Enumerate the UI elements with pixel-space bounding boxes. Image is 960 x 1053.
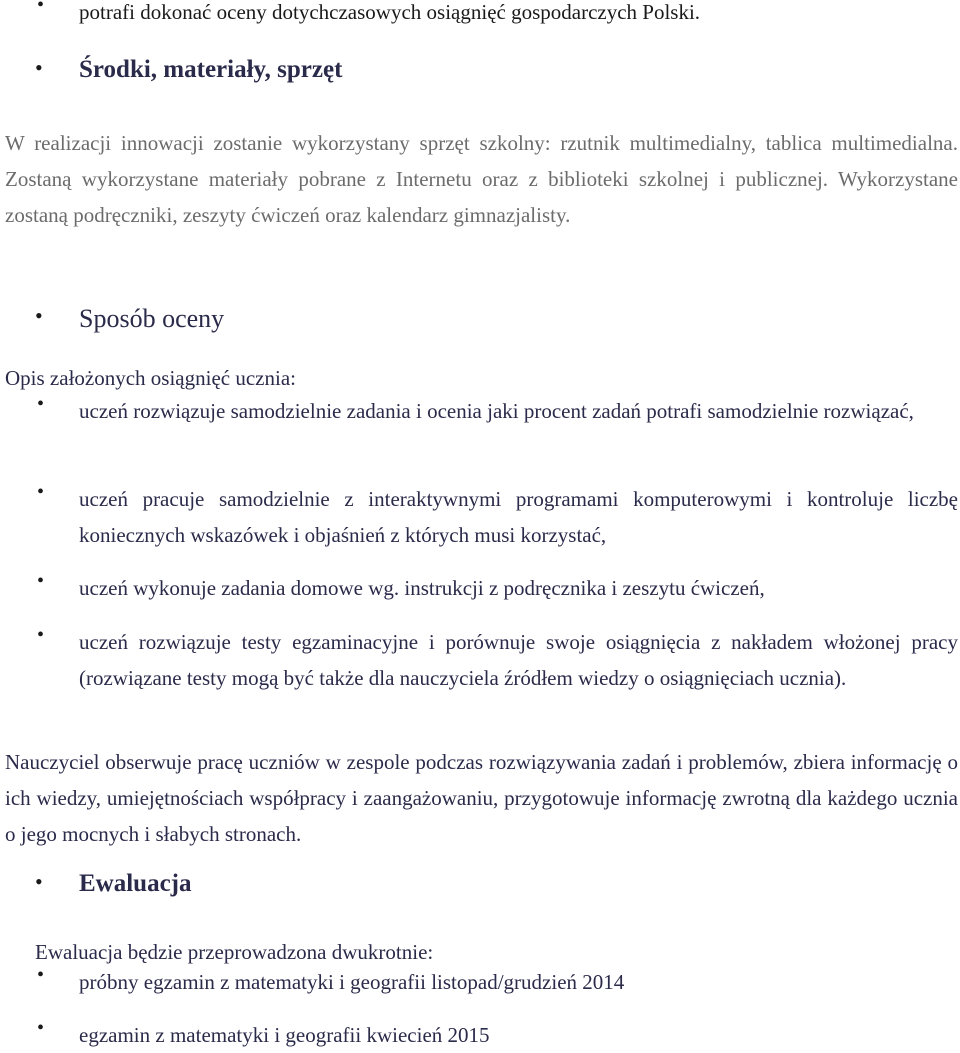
bullet-icon: • xyxy=(37,393,45,415)
list-item-text: uczeń rozwiązuje samodzielnie zadania i ocenia jaki procent zadań potrafi samodzielnie rozwiązać, xyxy=(79,399,914,423)
section-lead-sposob: Opis założonych osiągnięć ucznia: xyxy=(5,366,296,390)
list-item-text: uczeń pracuje samodzielnie z interaktywnymi programami komputerowymi i kontroluje liczbę koniecznych wskazówek i objaśnień z których musi korzystać, xyxy=(79,487,958,547)
bullet-icon: • xyxy=(35,869,43,894)
section-paragraph-srodki: W realizacji innowacji zostanie wykorzystany sprzęt szkolny: rzutnik multimedialny, tablica multimedialna. Zostaną wykorzystane materiały pobrane z Internetu oraz z biblioteki szkolnej i publicznej. Wykorzystane zostaną podręczniki, zeszyty ćwiczeń oraz kalendarz gimnazjalisty. xyxy=(5,131,958,227)
section-heading-text: Środki, materiały, sprzęt xyxy=(79,56,343,83)
bullet-icon: • xyxy=(35,303,43,328)
bullet-icon: • xyxy=(37,1017,45,1039)
bullet-icon: • xyxy=(37,0,45,16)
bullet-icon: • xyxy=(37,964,45,986)
bullet-icon: • xyxy=(37,570,45,592)
section-heading-text: Sposób oceny xyxy=(79,304,225,333)
bullet-icon: • xyxy=(37,624,45,646)
section-lead-ewaluacja: Ewaluacja będzie przeprowadzona dwukrotnie: xyxy=(35,940,434,964)
list-item-text: próbny egzamin z matematyki i geografii listopad/grudzień 2014 xyxy=(79,970,625,994)
list-item-text: egzamin z matematyki i geografii kwiecień 2015 xyxy=(79,1023,490,1047)
bullet-icon: • xyxy=(37,481,45,503)
list-item-text: uczeń rozwiązuje testy egzaminacyjne i porównuje swoje osiągnięcia z nakładem włożonej pracy (rozwiązane testy mogą być także dla nauczyciela źródłem wiedzy o osiągnięciach ucznia). xyxy=(79,630,958,690)
list-item-text: uczeń wykonuje zadania domowe wg. instrukcji z podręcznika i zeszytu ćwiczeń, xyxy=(79,576,765,600)
section-paragraph-sposob: Nauczyciel obserwuje pracę uczniów w zespole podczas rozwiązywania zadań i problemów, zbiera informację o ich wiedzy, umiejętnościach współpracy i zaangażowaniu, przygotowuje informację zwrotną dla każdego ucznia o jego mocnych i słabych stronach. xyxy=(5,750,958,846)
section-heading-text: Ewaluacja xyxy=(79,870,192,897)
bullet-icon: • xyxy=(35,55,43,80)
intro-bullet-text: potrafi dokonać oceny dotychczasowych osiągnięć gospodarczych Polski. xyxy=(79,0,701,24)
